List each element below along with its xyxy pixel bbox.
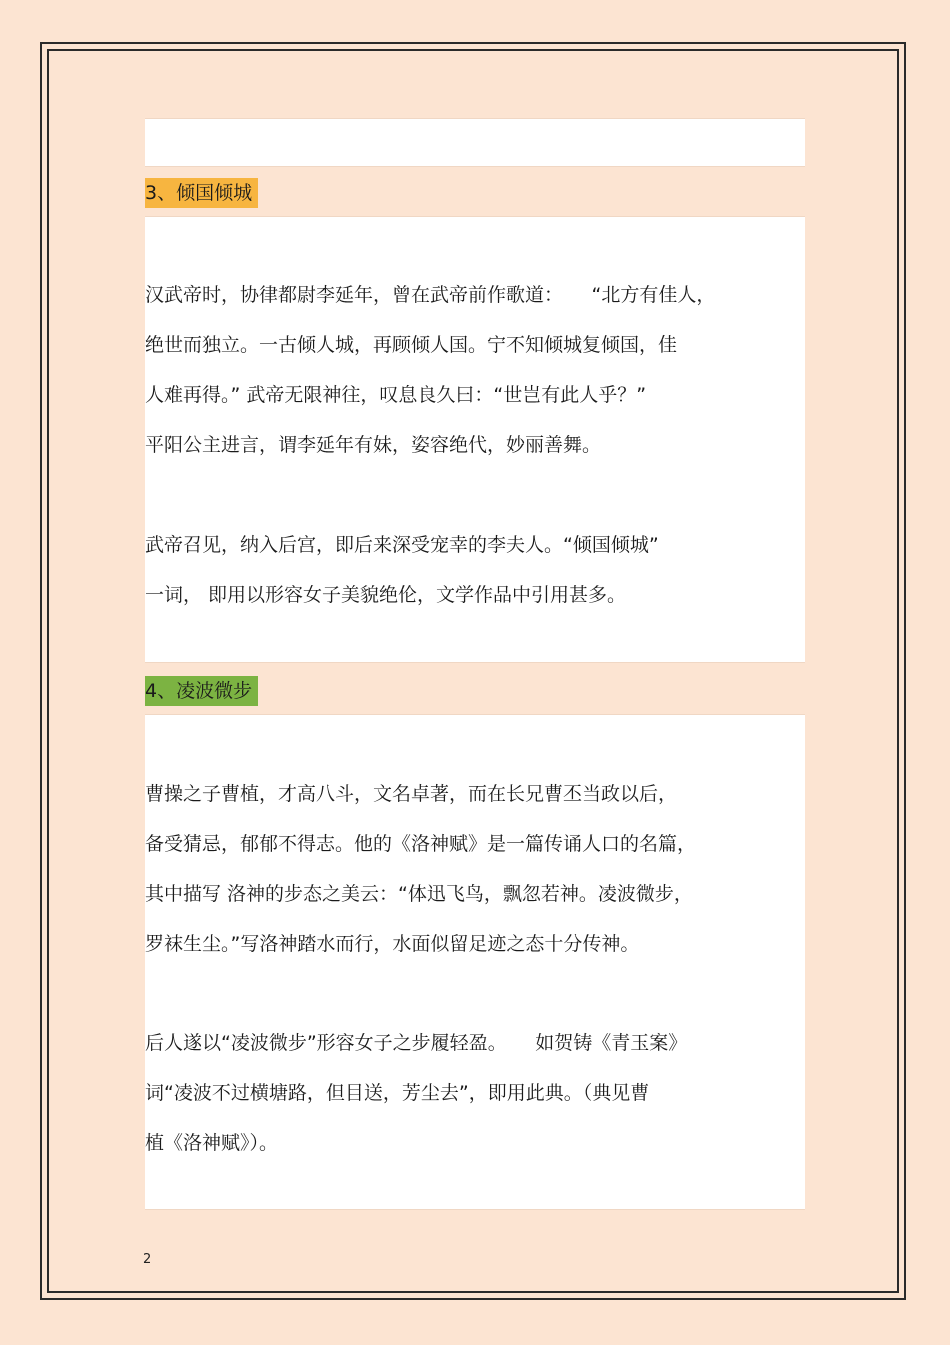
text-line: 后人遂以“凌波微步”形容女子之步履轻盈。 如贺铸《青玉案》	[145, 1032, 688, 1054]
text-line: 其中描写 洛神的步态之美云：“体迅飞鸟，飘忽若神。凌波微步，	[145, 883, 693, 905]
text-line: 汉武帝时，协律都尉李延年，曾在武帝前作歌道： “北方有佳人，	[145, 284, 716, 306]
section-heading: 3、倾国倾城	[145, 178, 258, 208]
text-line: 备受猜忌，郁郁不得志。他的《洛神赋》是一篇传诵人口的名篇，	[145, 833, 697, 855]
text-line: 曹操之子曹植，才高八斗，文名卓著，而在长兄曹丕当政以后，	[145, 783, 678, 805]
text-line: 武帝召见，纳入后宫，即后来深受宠幸的李夫人。“倾国倾城”	[145, 534, 659, 556]
page-number: 2	[143, 1252, 152, 1267]
text-line: 绝世而独立。一古倾人城，再顾倾人国。宁不知倾城复倾国，佳	[145, 334, 678, 356]
text-line: 人难再得。” 武帝无限神往，叹息良久曰：“世岂有此人乎？”	[145, 384, 647, 406]
text-line: 一词， 即用以形容女子美貌绝伦，文学作品中引用甚多。	[145, 584, 627, 606]
section-heading: 4、凌波微步	[145, 676, 258, 706]
text-line: 词“凌波不过横塘路，但目送，芳尘去”，即用此典。（典见曹	[145, 1082, 650, 1104]
empty-text-box	[145, 118, 805, 167]
text-line: 平阳公主进言，谓李延年有妹，姿容绝代，妙丽善舞。	[145, 434, 602, 456]
text-line: 植《洛神赋》）。	[145, 1132, 279, 1154]
text-line: 罗袜生尘。”写洛神踏水而行，水面似留足迹之态十分传神。	[145, 933, 640, 955]
